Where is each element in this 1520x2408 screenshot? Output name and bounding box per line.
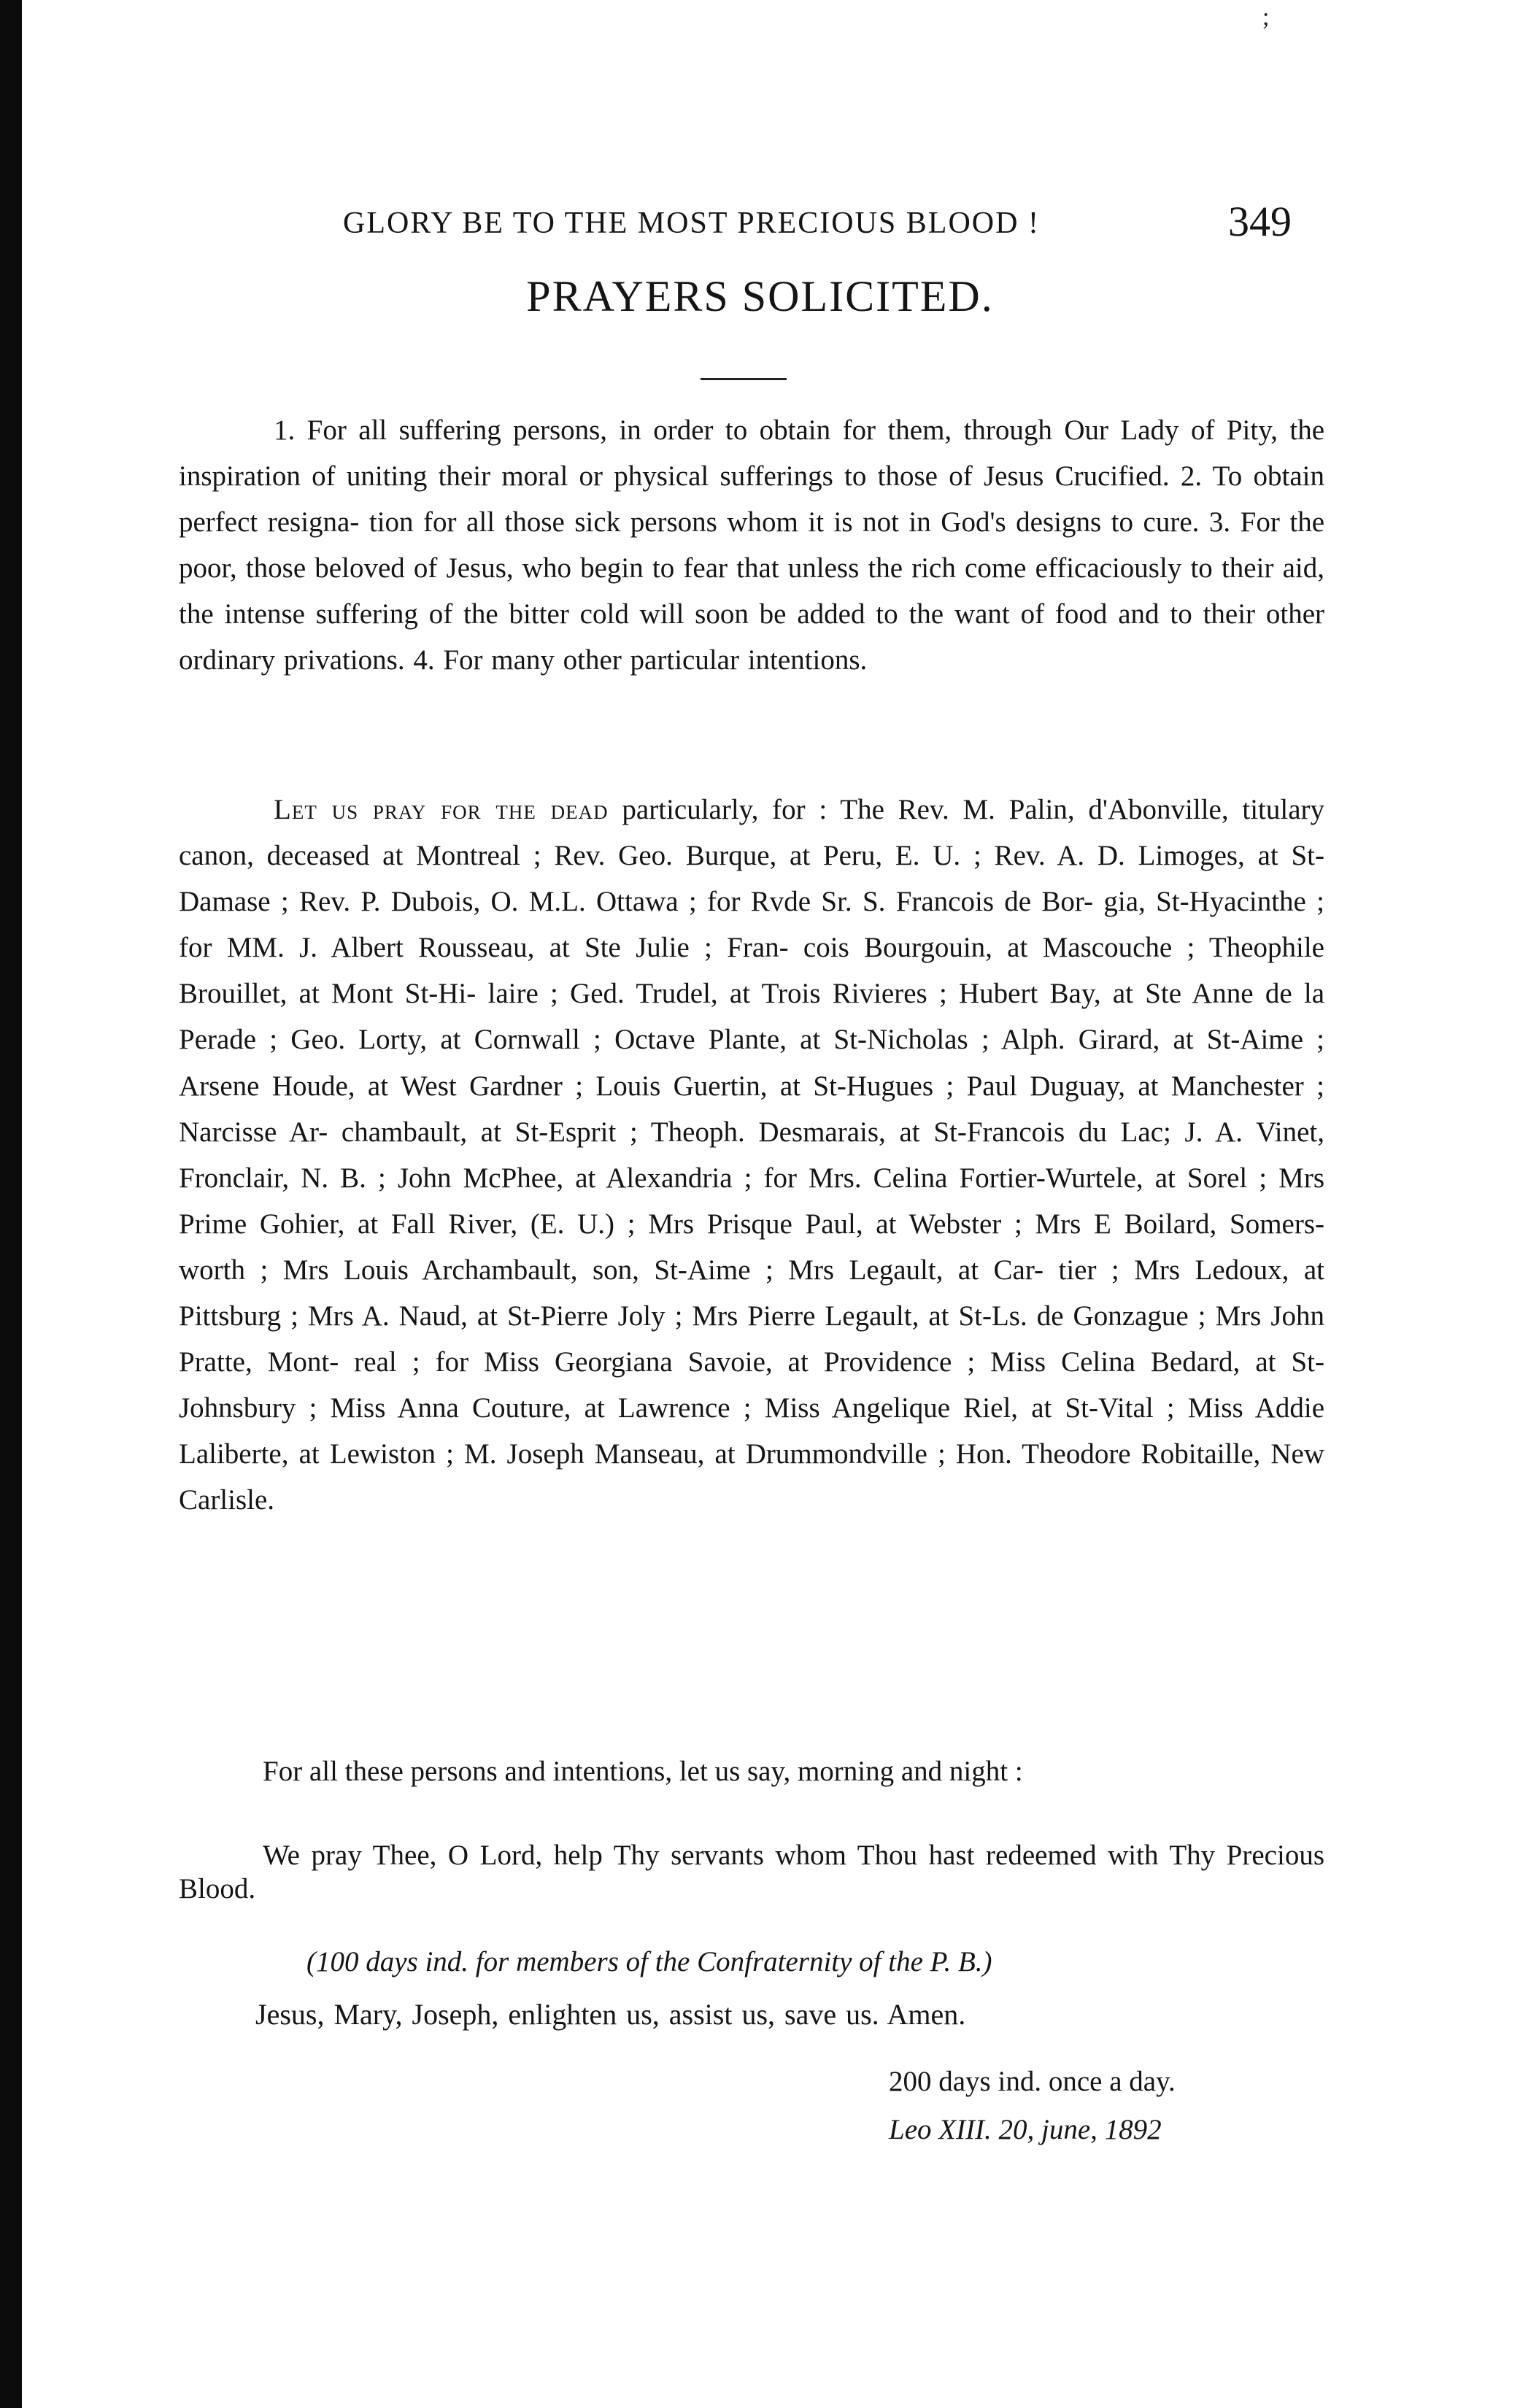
intentions-text	[179, 407, 1324, 684]
intention-line: bitter cold will soon be added to the want of food and to their other	[509, 598, 1325, 630]
dead-line: Burque, at Peru, E. U. ; Rev. A. D. Limoges, at St-Damase ;	[179, 840, 1325, 918]
page-number: 349	[1228, 198, 1292, 245]
dead-line: Celina Fortier-Wurtele, at Sorel ; Mrs Prime Gohier, at Fall River,	[179, 1162, 1325, 1240]
dead-line: gia, St-Hyacinthe ; for MM. J. Albert Rousseau, at Ste Julie ; Fran-	[179, 886, 1324, 964]
corner-mark: ;	[1262, 4, 1270, 31]
dead-line: cois Bourgouin, at Mascouche ; Theophile Brouillet, at Mont St-Hi-	[179, 932, 1324, 1010]
intention-line: ordinary privations. 4. For many other particular intentions.	[179, 644, 868, 676]
intention-line: the rich come efficaciously to their aid, the intense suffering of the	[179, 552, 1324, 630]
dead-line: J. A. Vinet, Fronclair, N. B. ; John McPhee, at Alexandria ; for Mrs.	[179, 1116, 1324, 1194]
dead-line: d'Abonville, titulary canon, deceased at Montreal ; Rev. Geo.	[179, 794, 1324, 872]
dead-line: tier ; Mrs Ledoux, at Pittsburg ; Mrs A. Naud, at St-Pierre Joly ;	[179, 1254, 1324, 1332]
indulgence-members-note: (100 days ind. for members of the Confraternity of the P. B.)	[306, 1946, 992, 1977]
dead-line: at St-Johnsbury ; Miss Anna Couture, at Lawrence ; Miss Angelique	[179, 1346, 1324, 1424]
dead-line: Perade ; Geo. Lorty, at Cornwall ; Octave Plante, at St-Nicholas ;	[179, 1024, 989, 1056]
intention-line: 3. For the poor, those beloved of Jesus, who begin to fear that unless	[179, 506, 1325, 584]
invocation-text: Jesus, Mary, Joseph, enlighten us, assist us, save us. Amen.	[255, 1998, 966, 2031]
dead-line: worth ; Mrs Louis Archambault, son, St-Aime ; Mrs Legault, at Car-	[179, 1254, 1044, 1286]
dead-line: particularly, for : The Rev. M. Palin,	[608, 794, 1075, 825]
dead-line: laire ; Ged. Trudel, at Trois Rivieres ; Hubert Bay, at Ste Anne de la	[487, 978, 1325, 1010]
dead-line: Riel, at St-Vital ; Miss Addie Laliberte, at Lewiston ; M. Joseph	[179, 1392, 1325, 1470]
dead-line: real ; for Miss Georgiana Savoie, at Providence ; Miss Celina Bedard,	[354, 1346, 1241, 1378]
title-rule	[701, 378, 787, 380]
dead-line: Rev. P. Dubois, O. M.L. Ottawa ; for Rvde Sr. S. Francois de Bor-	[299, 886, 1094, 918]
intention-line: tion for all those sick persons whom it is not in God's designs to cure.	[369, 506, 1200, 539]
section-title: PRAYERS SOLICITED.	[526, 272, 994, 320]
dead-line: (E. U.) ; Mrs Prisque Paul, at Webster ; Mrs E Boilard, Somers-	[530, 1208, 1325, 1240]
papal-citation: Leo XIII. 20, june, 1892	[889, 2114, 1162, 2145]
dead-line: Mrs Pierre Legault, at St-Ls. de Gonzague ; Mrs John Pratte, Mont-	[179, 1300, 1325, 1378]
intention-line: Our Lady of Pity, the inspiration of uniting their moral or physical	[179, 414, 1324, 493]
exhortation-text: For all these persons and intentions, let us say, morning and night :	[263, 1756, 1023, 1787]
dead-lead-in: Let us pray for the dead	[274, 794, 609, 825]
running-title: GLORY BE TO THE MOST PRECIOUS BLOOD !	[343, 207, 1040, 240]
indulgence-daily-note: 200 days ind. once a day.	[889, 2066, 1176, 2097]
running-head	[343, 196, 1292, 254]
dead-line: Manseau, at Drummondville ; Hon. Theodore Robitaille, New Carlisle.	[179, 1438, 1325, 1516]
dead-line: Alph. Girard, at St-Aime ; Arsene Houde, at West Gardner ; Louis	[179, 1024, 1324, 1102]
dead-line: Guertin, at St-Hugues ; Paul Duguay, at Manchester ; Narcisse Ar-	[179, 1070, 1324, 1148]
intention-line: sufferings to those of Jesus Crucified. 2. To obtain perfect resigna-	[179, 460, 1325, 539]
intentions-paragraph	[179, 407, 1324, 684]
scan-edge-bar	[0, 0, 22, 2408]
dead-text	[179, 787, 1324, 1524]
intention-line: 1. For all suffering persons, in order to obtain for them, through	[274, 414, 1052, 446]
dead-line: chambault, at St-Esprit ; Theoph. Desmarais, at St-Francois du Lac;	[341, 1116, 1171, 1148]
dead-paragraph	[179, 787, 1324, 1524]
prayer-text: We pray Thee, O Lord, help Thy servants whom Thou hast redeemed with Thy Precious Blood.	[179, 1840, 1324, 1905]
